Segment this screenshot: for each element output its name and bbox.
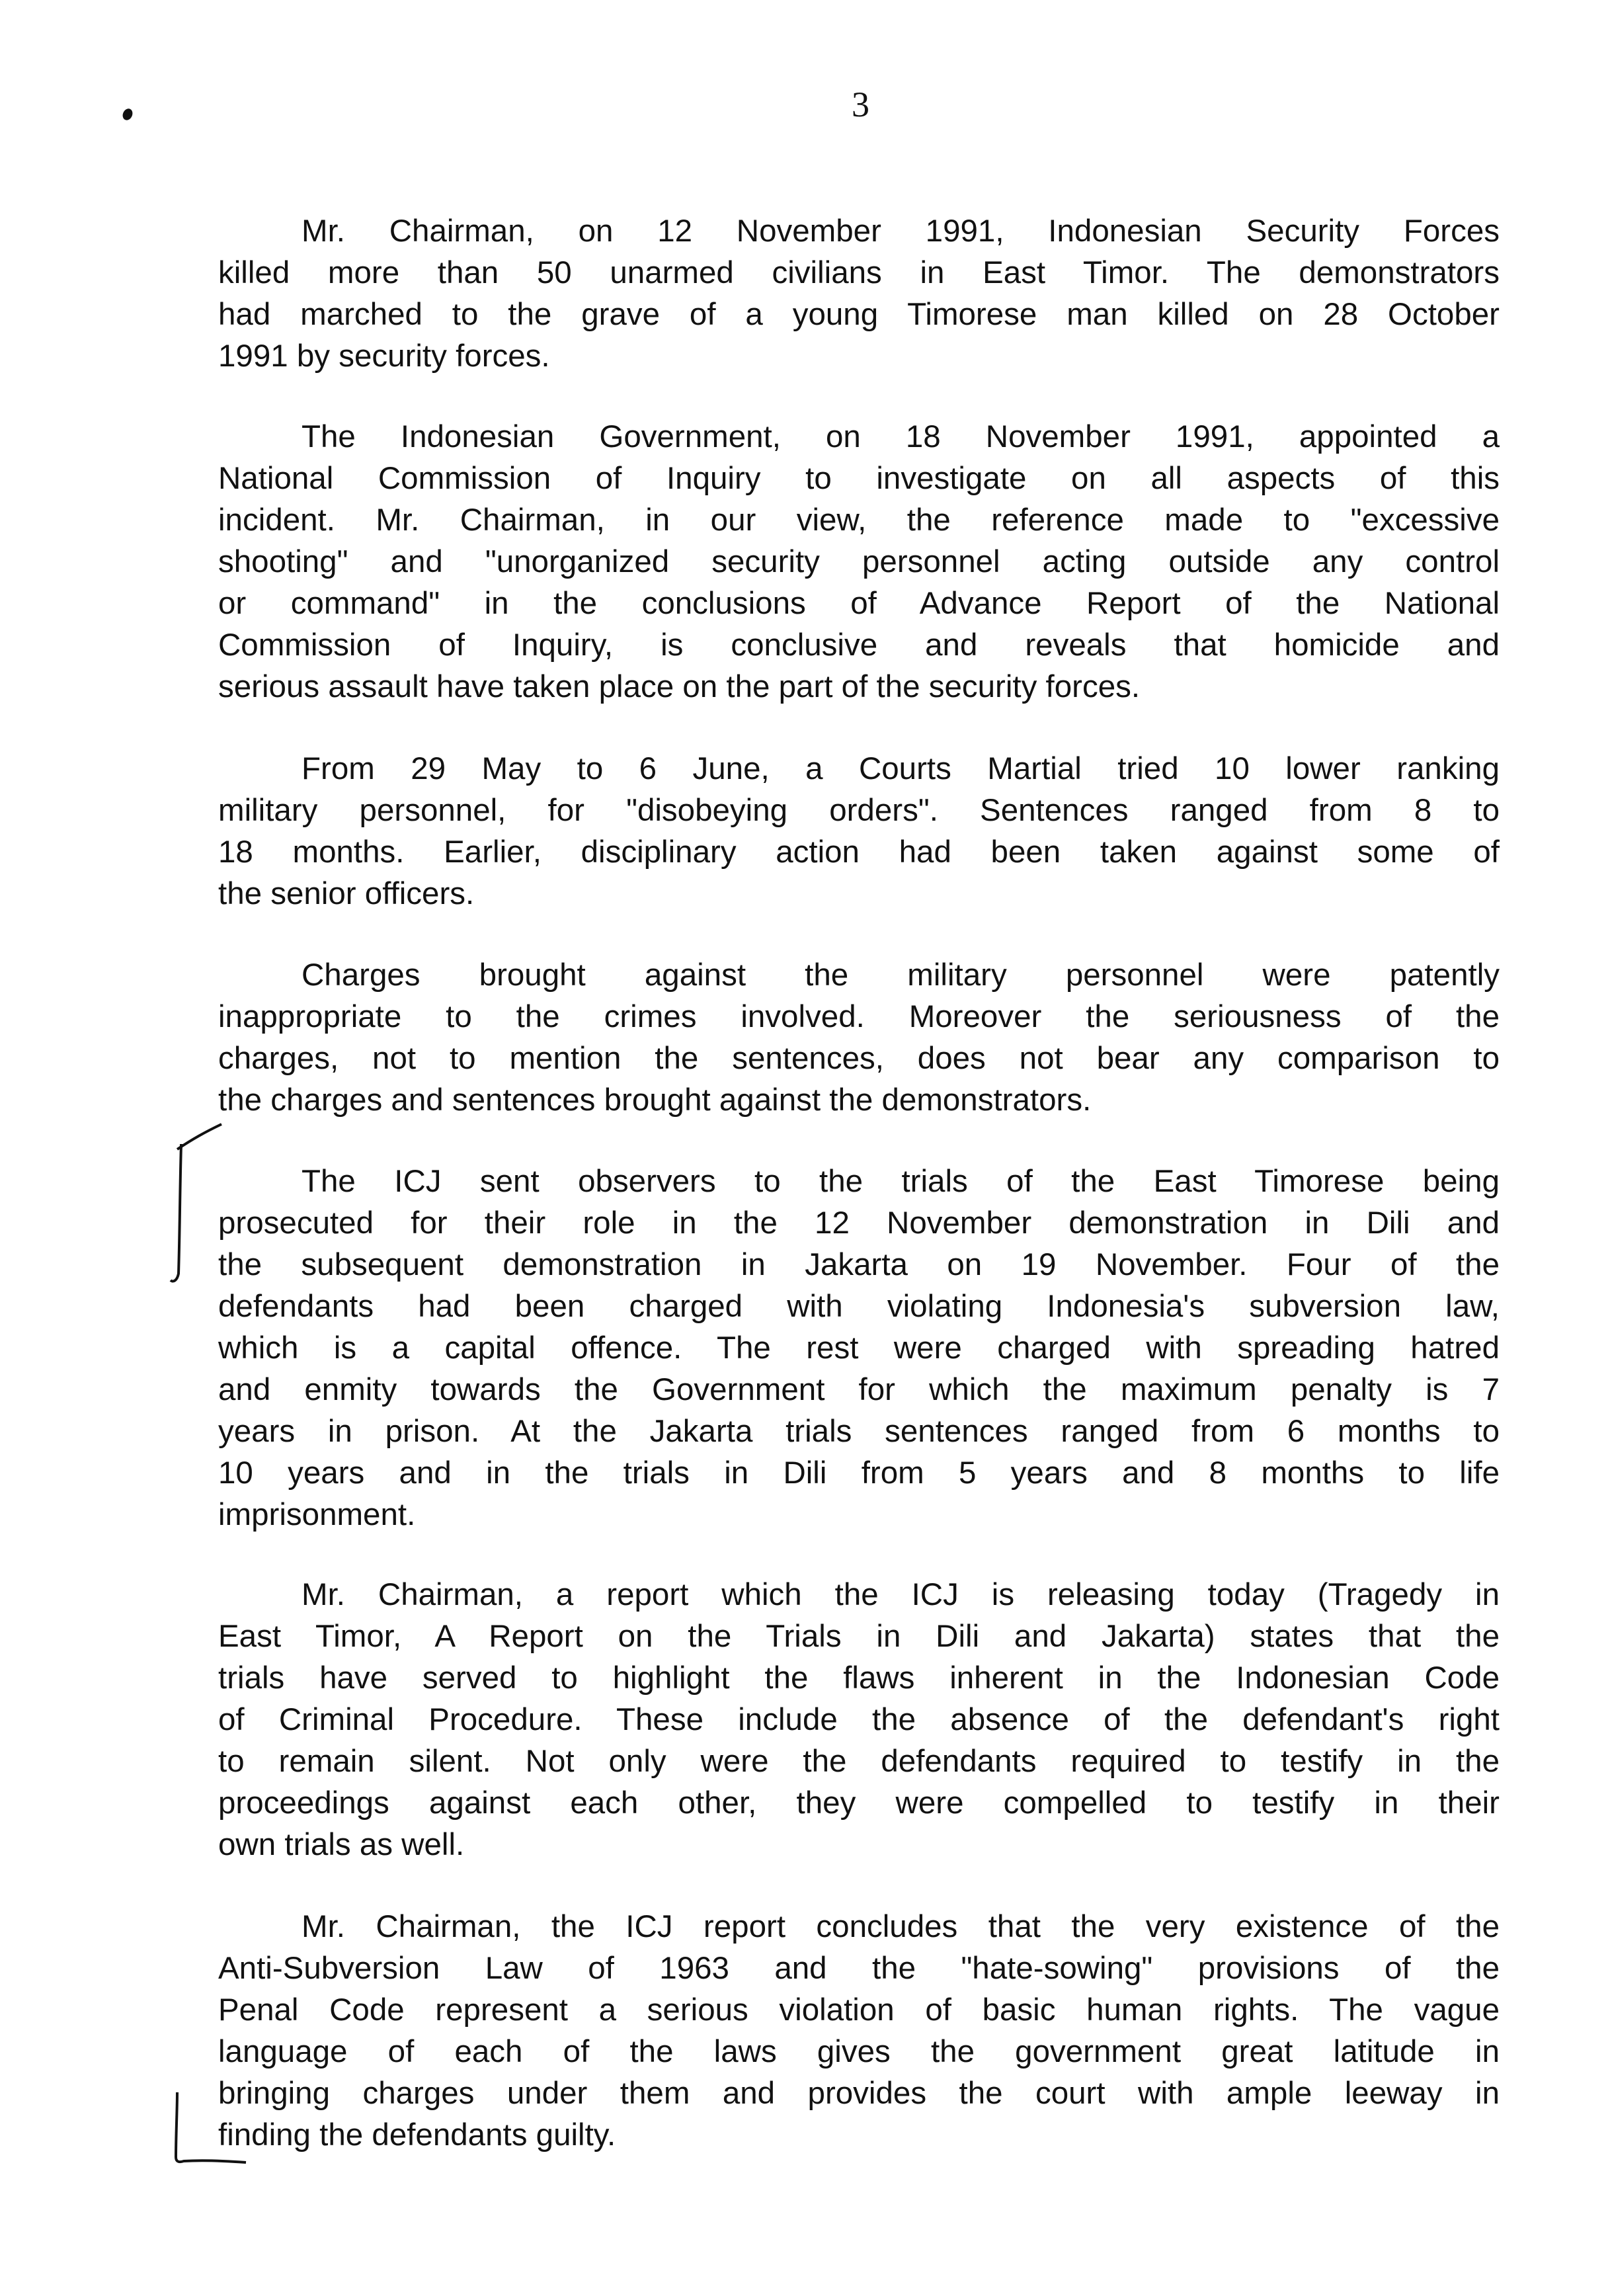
paragraph-3 xyxy=(218,748,1500,915)
text-line: to remain silent. Not only were the defendants required to testify in the xyxy=(218,1744,1500,1779)
text-line: killed more than 50 unarmed civilians in East Timor. The demonstrators xyxy=(218,255,1500,290)
text-line: The ICJ sent observers to the trials of the East Timorese being xyxy=(302,1164,1500,1199)
text-line: defendants had been charged with violating Indonesia's subversion law, xyxy=(218,1289,1500,1324)
text-line: proceedings against each other, they were compelled to testify in their xyxy=(218,1785,1500,1821)
text-line: Penal Code represent a serious violation of basic human rights. The vague xyxy=(218,1992,1500,2028)
text-line: 18 months. Earlier, disciplinary action had been taken against some of xyxy=(218,835,1500,870)
text-line: incident. Mr. Chairman, in our view, the reference made to "excessive xyxy=(218,503,1500,538)
text-line: language of each of the laws gives the government great latitude in xyxy=(218,2034,1500,2069)
text-line: The Indonesian Government, on 18 November 1991, appointed a xyxy=(302,419,1500,454)
paragraph-4 xyxy=(218,954,1500,1121)
paragraph-5 xyxy=(218,1161,1500,1536)
paragraph-6 xyxy=(218,1574,1500,1866)
text-line: had marched to the grave of a young Timorese man killed on 28 October xyxy=(218,297,1500,332)
text-line: East Timor, A Report on the Trials in Dili and Jakarta) states that the xyxy=(218,1619,1500,1654)
text-line: imprisonment. xyxy=(218,1497,416,1532)
text-line: 1991 by security forces. xyxy=(218,339,550,374)
text-line: 10 years and in the trials in Dili from 5 years and 8 months to life xyxy=(218,1456,1500,1491)
text-line: and enmity towards the Government for which the maximum penalty is 7 xyxy=(218,1372,1500,1407)
text-line: which is a capital offence. The rest were charged with spreading hatred xyxy=(218,1331,1500,1366)
text-line: National Commission of Inquiry to investigate on all aspects of this xyxy=(218,461,1500,496)
text-line: From 29 May to 6 June, a Courts Martial tried 10 lower ranking xyxy=(302,751,1500,786)
text-line: Commission of Inquiry, is conclusive and reveals that homicide and xyxy=(218,628,1500,663)
text-line: Anti-Subversion Law of 1963 and the "hate-sowing" provisions of the xyxy=(218,1951,1500,1986)
bullet-mark xyxy=(121,107,134,122)
text-line: finding the defendants guilty. xyxy=(218,2117,616,2152)
paragraph-1 xyxy=(218,210,1500,377)
paragraph-7 xyxy=(218,1906,1500,2156)
text-line: Mr. Chairman, a report which the ICJ is releasing today (Tragedy in xyxy=(302,1577,1500,1612)
text-line: charges, not to mention the sentences, does not bear any comparison to xyxy=(218,1041,1500,1076)
text-line: inappropriate to the crimes involved. Moreover the seriousness of the xyxy=(218,999,1500,1034)
text-line: Charges brought against the military personnel were patently xyxy=(302,958,1500,993)
text-line: of Criminal Procedure. These include the absence of the defendant's right xyxy=(218,1702,1500,1737)
text-line: the subsequent demonstration in Jakarta on 19 November. Four of the xyxy=(218,1247,1500,1282)
text-line: serious assault have taken place on the part of the security forces. xyxy=(218,669,1141,704)
text-line: shooting" and "unorganized security personnel acting outside any control xyxy=(218,544,1500,579)
text-line: prosecuted for their role in the 12 November demonstration in Dili and xyxy=(218,1206,1500,1241)
text-line: bringing charges under them and provides the court with ample leeway in xyxy=(218,2076,1500,2111)
text-line: years in prison. At the Jakarta trials sentences ranged from 6 months to xyxy=(218,1414,1500,1449)
text-line: or command" in the conclusions of Advance Report of the National xyxy=(218,586,1500,621)
bracket-mark-top-stem xyxy=(171,1144,181,1282)
paragraph-2 xyxy=(218,416,1500,708)
text-line: Mr. Chairman, on 12 November 1991, Indonesian Security Forces xyxy=(302,214,1500,249)
bracket-mark-top xyxy=(177,1124,221,1149)
text-line: Mr. Chairman, the ICJ report concludes that the very existence of the xyxy=(302,1909,1500,1944)
page-number: 3 xyxy=(852,85,869,124)
text-line: own trials as well. xyxy=(218,1827,465,1862)
text-line: trials have served to highlight the flaws inherent in the Indonesian Code xyxy=(218,1660,1500,1696)
text-line: military personnel, for "disobeying orders". Sentences ranged from 8 to xyxy=(218,793,1500,828)
text-line: the charges and sentences brought against the demonstrators. xyxy=(218,1083,1092,1118)
text-line: the senior officers. xyxy=(218,876,475,911)
